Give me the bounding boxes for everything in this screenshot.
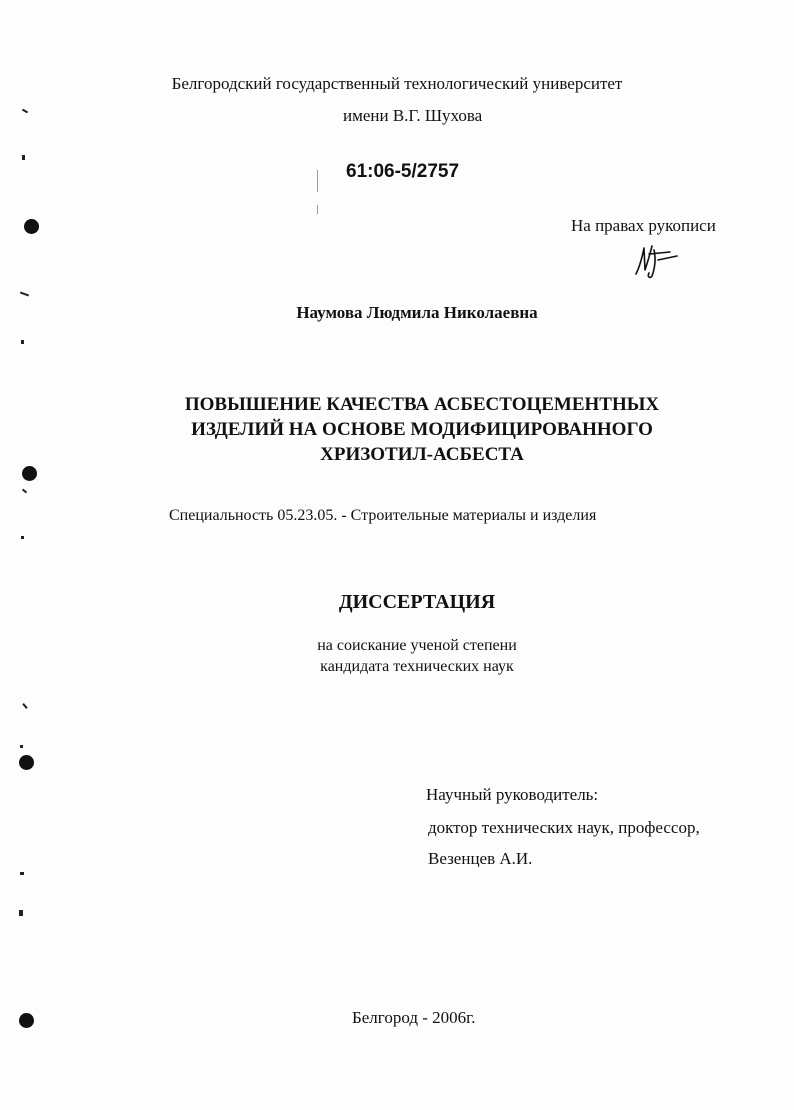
document-type: ДИССЕРТАЦИЯ bbox=[338, 591, 496, 613]
punch-hole bbox=[24, 219, 39, 234]
thesis-title bbox=[0, 392, 794, 467]
specialty: Специальность 05.23.05. - Строительные материалы и изделия bbox=[169, 507, 597, 524]
supervisor-name: Везенцев А.И. bbox=[428, 849, 533, 868]
scan-mark bbox=[317, 170, 318, 192]
punch-hole bbox=[19, 1013, 34, 1028]
library-code: 61:06-5/2757 bbox=[346, 161, 460, 182]
scan-speck bbox=[21, 536, 24, 539]
thesis-title-line: ИЗДЕЛИЙ НА ОСНОВЕ МОДИФИЦИРОВАННОГО bbox=[191, 419, 653, 440]
degree-line-2: кандидата технических наук bbox=[320, 658, 514, 675]
scan-speck bbox=[20, 745, 23, 748]
degree-line-1: на соискание ученой степени bbox=[317, 637, 517, 654]
university-named-after: имени В.Г. Шухова bbox=[343, 106, 483, 125]
supervisor-label: Научный руководитель: bbox=[426, 785, 599, 804]
scan-speck bbox=[22, 489, 27, 494]
university-name: Белгородский государственный технологический университет bbox=[171, 74, 623, 93]
scan-speck bbox=[20, 292, 29, 297]
scan-speck bbox=[22, 109, 28, 114]
scan-speck bbox=[22, 155, 25, 160]
city-year: Белгород - 2006г. bbox=[352, 1008, 476, 1027]
author-name: Наумова Людмила Николаевна bbox=[296, 303, 538, 322]
scan-speck bbox=[19, 910, 23, 916]
thesis-title-line: ПОВЫШЕНИЕ КАЧЕСТВА АСБЕСТОЦЕМЕНТНЫХ bbox=[184, 394, 660, 415]
scan-speck bbox=[20, 872, 24, 875]
supervisor-title: доктор технических наук, профессор, bbox=[428, 818, 700, 837]
signature-icon bbox=[630, 240, 685, 282]
scan-speck bbox=[21, 340, 24, 344]
punch-hole bbox=[19, 755, 34, 770]
thesis-title-line: ХРИЗОТИЛ-АСБЕСТА bbox=[320, 444, 524, 465]
scan-mark bbox=[317, 205, 318, 214]
punch-hole bbox=[22, 466, 37, 481]
rights-note: На правах рукописи bbox=[571, 216, 716, 235]
scan-speck bbox=[22, 703, 27, 709]
